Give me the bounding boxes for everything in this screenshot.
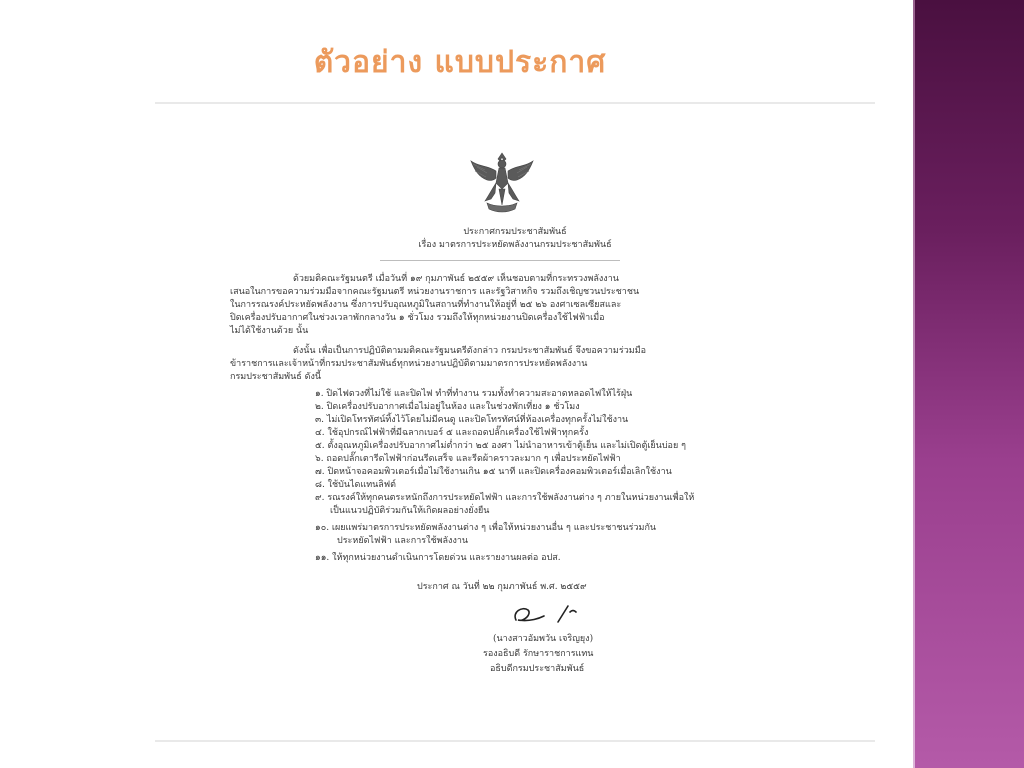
slide-title: ตัวอย่าง แบบประกาศ bbox=[313, 45, 607, 80]
list-item: ๔. ใช้อุปกรณ์ไฟฟ้าที่มีฉลากเบอร์ ๕ และถอดปลั๊กเครื่องใช้ไฟฟ้าทุกครั้ง bbox=[315, 428, 589, 438]
list-item-continuation: ประหยัดไฟฟ้า และการใช้พลังงาน bbox=[337, 536, 469, 546]
list-item: ๕. ตั้งอุณหภูมิเครื่องปรับอากาศไม่ต่ำกว่า ๒๕ องศา ไม่นำอาหารเข้าตู้เย็น และไม่เปิดตู้เย็นบ่อย ๆ bbox=[315, 441, 686, 451]
decorative-side-band bbox=[913, 0, 1024, 768]
body-line: กรมประชาสัมพันธ์ ดังนี้ bbox=[230, 372, 322, 382]
side-band-edge bbox=[913, 0, 915, 768]
announcement-header-line1: ประกาศกรมประชาสัมพันธ์ bbox=[463, 227, 567, 237]
header-divider bbox=[380, 260, 620, 261]
list-item: ๑. ปิดไฟดวงที่ไม่ใช้ และปิดไฟ ทำที่ทำงาน รวมทั้งทำความสะอาดหลอดไฟให้ไร้ฝุ่น bbox=[315, 389, 633, 399]
list-item: ๑๑. ให้ทุกหน่วยงานดำเนินการโดยด่วน และรายงานผลต่อ อปส. bbox=[315, 553, 561, 563]
document-top-edge bbox=[155, 102, 875, 104]
signatory-name: (นางสาวอัมพวัน เจริญยุง) bbox=[493, 634, 594, 644]
body-line: เสนอในการขอความร่วมมือจากคณะรัฐมนตรี หน่วยงานราชการ และรัฐวิสาหกิจ รวมถึงเชิญชวนประชาชน bbox=[230, 287, 640, 297]
announcement-date: ประกาศ ณ วันที่ ๒๒ กุมภาพันธ์ พ.ศ. ๒๕๕๙ bbox=[417, 582, 587, 592]
document-bottom-edge bbox=[155, 740, 875, 742]
body-line: ดังนั้น เพื่อเป็นการปฏิบัติตามมติคณะรัฐมนตรีดังกล่าว กรมประชาสัมพันธ์ จึงขอความร่วมมือ bbox=[293, 346, 647, 356]
list-item: ๘. ใช้บันไดแทนลิฟต์ bbox=[315, 480, 397, 490]
body-line: ในการรณรงค์ประหยัดพลังงาน ซึ่งการปรับอุณหภูมิในสถานที่ทำงานให้อยู่ที่ ๒๕ ๒๖ องศาเซลเซียสและ bbox=[230, 300, 622, 310]
list-item: ๒. ปิดเครื่องปรับอากาศเมื่อไม่อยู่ในห้อง และในช่วงพักเที่ยง ๑ ชั่วโมง bbox=[315, 402, 580, 412]
announcement-subject-line: เรื่อง มาตรการประหยัดพลังงานกรมประชาสัมพันธ์ bbox=[418, 240, 612, 250]
list-item: ๓. ไม่เปิดโทรทัศน์ทิ้งไว้โดยไม่มีคนดู และปิดโทรทัศน์ที่ห้องเครื่องทุกครั้งไม่ใช้งาน bbox=[315, 415, 629, 425]
garuda-emblem-icon bbox=[465, 147, 539, 217]
list-item: ๑๐. เผยแพร่มาตรการประหยัดพลังงานต่าง ๆ เพื่อให้หน่วยงานอื่น ๆ และประชาชนร่วมกัน bbox=[315, 523, 657, 533]
list-item: ๖. ถอดปลั๊กเตารีดไฟฟ้าก่อนรีดเสร็จ และรีดผ้าคราวละมาก ๆ เพื่อประหยัดไฟฟ้า bbox=[315, 454, 621, 464]
body-line: ด้วยมติคณะรัฐมนตรี เมื่อวันที่ ๑๙ กุมภาพันธ์ ๒๕๕๙ เห็นชอบตามที่กระทรวงพลังงาน bbox=[293, 274, 619, 284]
body-line: ปิดเครื่องปรับอากาศในช่วงเวลาพักกลางวัน ๑ ชั่วโมง รวมถึงให้ทุกหน่วยงานปิดเครื่องใช้ไฟฟ้าเมื่อ bbox=[230, 313, 605, 323]
list-item: ๙. รณรงค์ให้ทุกคนตระหนักถึงการประหยัดไฟฟ้า และการใช้พลังงานต่าง ๆ ภายในหน่วยงานเพื่อให้ bbox=[315, 493, 695, 503]
body-line: ไม่ได้ใช้งานด้วย นั้น bbox=[230, 326, 309, 336]
signatory-position: อธิบดีกรมประชาสัมพันธ์ bbox=[490, 664, 585, 674]
list-item-continuation: เป็นแนวปฏิบัติร่วมกันให้เกิดผลอย่างยั่งยืน bbox=[330, 506, 490, 516]
list-item: ๗. ปิดหน้าจอคอมพิวเตอร์เมื่อไม่ใช้งานเกิน ๑๕ นาที และปิดเครื่องคอมพิวเตอร์เมื่อเลิกใช้งาน bbox=[315, 467, 672, 477]
body-line: ข้าราชการและเจ้าหน้าที่กรมประชาสัมพันธ์ทุกหน่วยงานปฏิบัติตามมาตรการประหยัดพลังงาน bbox=[230, 359, 588, 369]
handwritten-signature-icon bbox=[510, 602, 600, 628]
signatory-position: รองอธิบดี รักษาราชการแทน bbox=[483, 649, 594, 659]
announcement-document bbox=[155, 102, 875, 742]
